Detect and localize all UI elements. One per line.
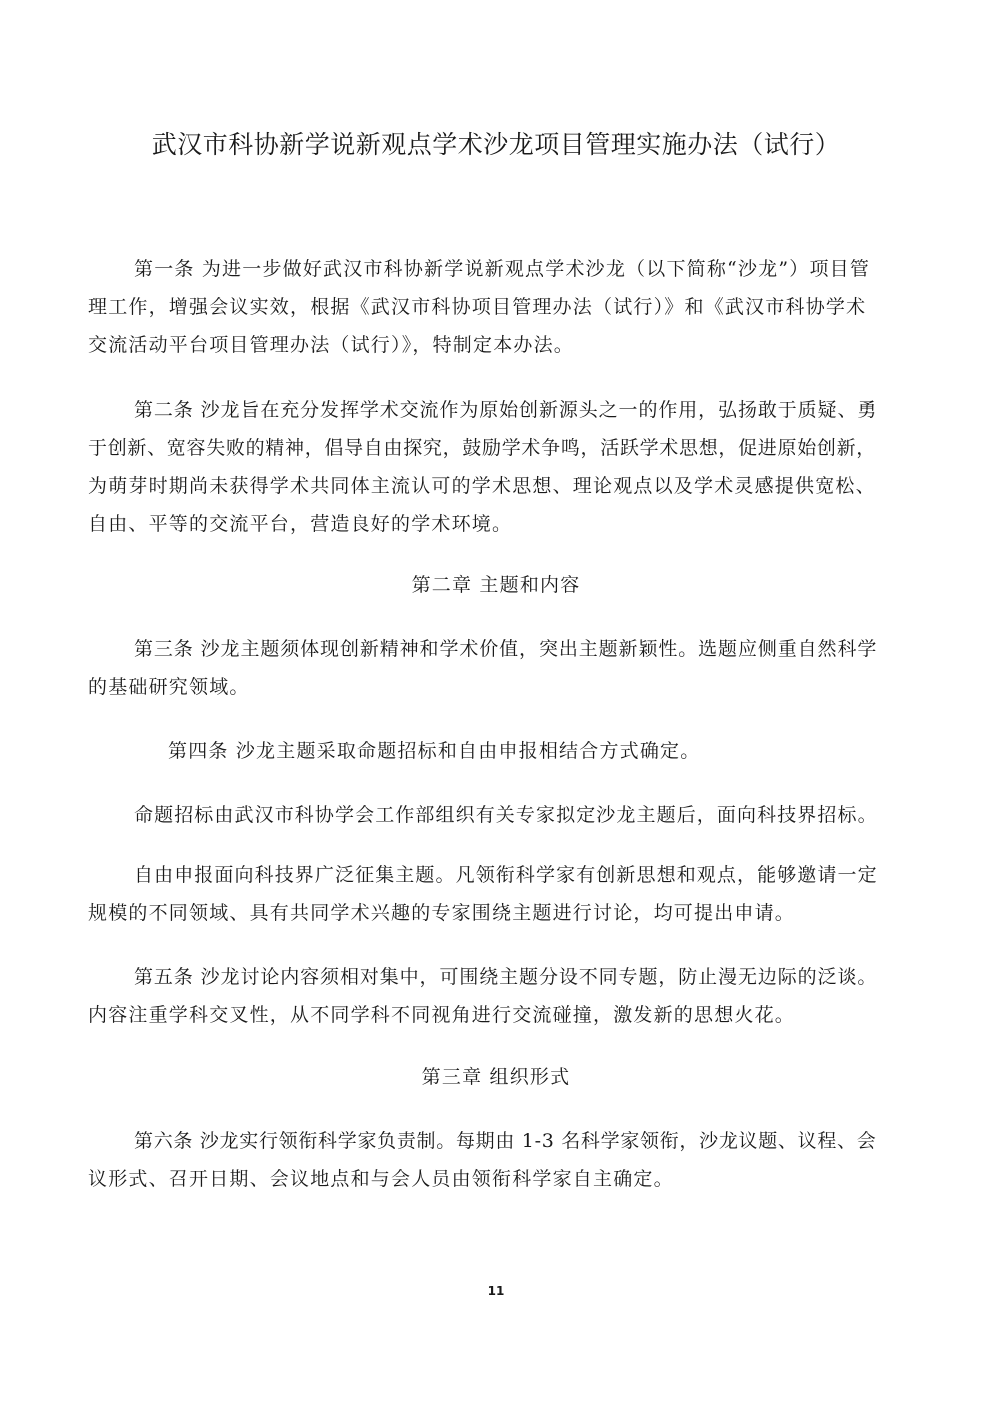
article-4-paragraph [88,732,878,770]
article-3-paragraph [88,630,878,706]
article-3-line-1: 第三条 沙龙主题须体现创新精神和学术价值，突出主题新颖性。选题应侧重自然科学 [134,638,878,660]
article-6-line-1: 第六条 沙龙实行领衔科学家负责制。每期由 1-3 名科学家领衔，沙龙议题、议程、会 [134,1130,877,1152]
article-3-line-2: 的基础研究领域。 [88,676,250,698]
document-title: 武汉市科协新学说新观点学术沙龙项目管理实施办法（试行） [151,130,841,159]
article-5-line-1: 第五条 沙龙讨论内容须相对集中，可围绕主题分设不同专题，防止漫无边际的泛谈。 [134,966,878,988]
bidding-line-1: 命题招标由武汉市科协学会工作部组织有关专家拟定沙龙主题后，面向科技界招标。 [134,804,878,826]
article-1-paragraph [88,250,878,364]
article-6-line-2: 议形式、召开日期、会议地点和与会人员由领衔科学家自主确定。 [88,1168,674,1190]
chapter-3-heading: 第三章 组织形式 [421,1066,571,1088]
article-2-line-4: 自由、平等的交流平台，营造良好的学术环境。 [88,513,513,535]
page-number: 11 [487,1284,505,1298]
article-1-line-1: 第一条 为进一步做好武汉市科协新学说新观点学术沙龙（以下简称“沙龙”）项目管 [134,258,871,280]
article-2-line-2: 于创新、宽容失败的精神，倡导自由探究，鼓励学术争鸣，活跃学术思想，促进原始创新， [88,437,877,459]
article-2-line-3: 为萌芽时期尚未获得学术共同体主流认可的学术思想、理论观点以及学术灵感提供宽松、 [88,475,876,497]
article-5-line-2: 内容注重学科交叉性，从不同学科不同视角进行交流碰撞，激发新的思想火花。 [88,1004,796,1026]
article-1-line-2: 理工作，增强会议实效，根据《武汉市科协项目管理办法（试行）》和《武汉市科协学术 [88,296,867,318]
article-4-line-1: 第四条 沙龙主题采取命题招标和自由申报相结合方式确定。 [168,740,701,762]
free-application-paragraph [88,856,878,932]
free-application-line-2: 规模的不同领域、具有共同学术兴趣的专家围绕主题进行讨论，均可提出申请。 [88,902,796,924]
article-2-paragraph [88,391,878,543]
article-2-line-1: 第二条 沙龙旨在充分发挥学术交流作为原始创新源头之一的作用，弘扬敢于质疑、勇 [134,399,878,421]
chapter-2-heading: 第二章 主题和内容 [411,574,581,596]
free-application-line-1: 自由申报面向科技界广泛征集主题。凡领衔科学家有创新思想和观点，能够邀请一定 [134,864,878,886]
bidding-paragraph [88,796,878,834]
article-6-paragraph [88,1122,878,1198]
article-1-line-3: 交流活动平台项目管理办法（试行）》，特制定本办法。 [88,334,575,356]
article-5-paragraph [88,958,878,1034]
